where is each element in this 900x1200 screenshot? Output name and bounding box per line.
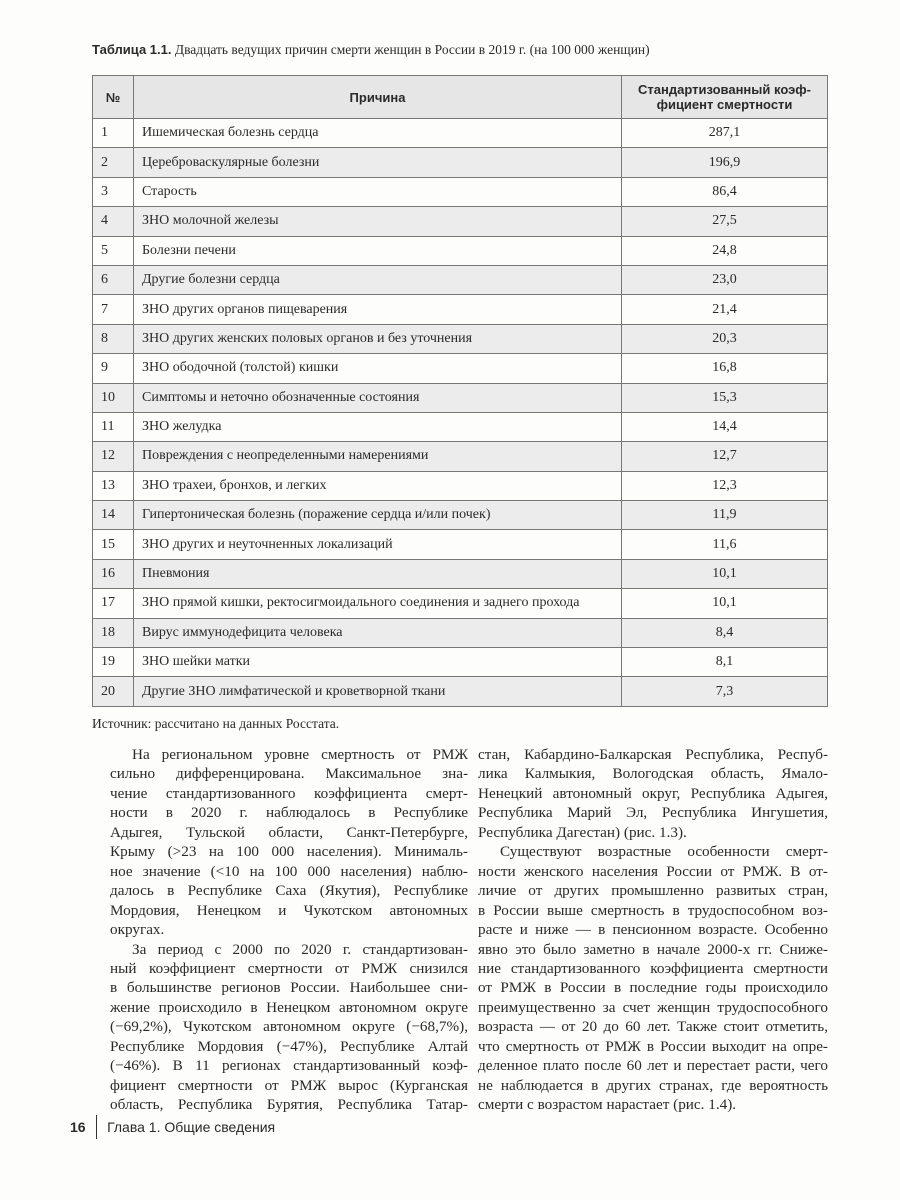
text-line: Адыгея, Тульской области, Санкт-Петербурге, — [110, 823, 468, 841]
row-cause: ЗНО других органов пищеварения — [134, 295, 622, 324]
row-number: 20 — [93, 677, 134, 706]
header-cause: Причина — [134, 76, 622, 119]
row-cause: Гипертоническая болезнь (поражение сердца и/или почек) — [134, 501, 622, 530]
row-number: 15 — [93, 530, 134, 559]
row-number: 19 — [93, 648, 134, 677]
row-number: 12 — [93, 442, 134, 471]
row-number: 18 — [93, 618, 134, 647]
footer-divider — [96, 1115, 98, 1139]
row-cause: ЗНО шейки матки — [134, 648, 622, 677]
row-rate: 14,4 — [622, 412, 828, 441]
text-line: лика Калмыкия, Вологодская область, Ямало- — [478, 765, 828, 783]
row-rate: 15,3 — [622, 383, 828, 412]
text-line: фициент смертности от РМЖ вырос (Курганская — [110, 1076, 468, 1094]
row-cause: Вирус иммунодефицита человека — [134, 618, 622, 647]
row-rate: 21,4 — [622, 295, 828, 324]
table-row — [93, 677, 828, 706]
row-cause: ЗНО трахеи, бронхов, и легких — [134, 471, 622, 500]
text-line: в большинстве регионов России. Наибольшее сни- — [110, 979, 468, 997]
text-line: смерти с возрастом нарастает (рис. 1.4). — [478, 1096, 737, 1114]
table-row — [93, 501, 828, 530]
row-number: 6 — [93, 265, 134, 294]
row-number: 3 — [93, 177, 134, 206]
row-cause: Симптомы и неточно обозначенные состояния — [134, 383, 622, 412]
row-rate: 10,1 — [622, 559, 828, 588]
table-row — [93, 530, 828, 559]
row-number: 11 — [93, 412, 134, 441]
text-column-left — [110, 745, 468, 1115]
table-row — [93, 265, 828, 294]
row-rate: 8,4 — [622, 618, 828, 647]
row-rate: 12,7 — [622, 442, 828, 471]
causes-of-death-table — [92, 75, 828, 707]
text-line: что смертность от РМЖ в России выходит на опре- — [478, 1037, 828, 1055]
text-line: ности женского населения России от РМЖ. В от- — [478, 862, 828, 880]
row-rate: 12,3 — [622, 471, 828, 500]
text-line: расте и ниже — в пенсионном возрасте. Особенно — [478, 921, 828, 939]
text-line: (−69,2%), Чукотском автономном округе (−68,7%), — [110, 1018, 468, 1036]
table-row — [93, 119, 828, 148]
table-row — [93, 383, 828, 412]
text-line: жение происходило в Ненецком автономном округе — [110, 998, 468, 1016]
table-row — [93, 324, 828, 353]
text-line: чение стандартизованного коэффициента смерт- — [110, 784, 468, 802]
text-line: возраста — от 20 до 60 лет. Также стоит отметить, — [478, 1018, 828, 1036]
table-caption-text: Двадцать ведущих причин смерти женщин в России в 2019 г. (на 100 000 женщин) — [174, 42, 650, 57]
text-column-right — [478, 745, 828, 1115]
text-line: явно это было заметно в начале 2000-х гг. Сниже- — [478, 940, 828, 958]
text-line: Республика Дагестан) (рис. 1.3). — [478, 823, 687, 841]
text-line: далось в Республике Саха (Якутия), Республике — [110, 882, 468, 900]
row-cause: Другие болезни сердца — [134, 265, 622, 294]
row-cause: ЗНО молочной железы — [134, 207, 622, 236]
row-cause: Болезни печени — [134, 236, 622, 265]
text-line: Ненецкий автономный округ, Республика Адыгея, — [478, 784, 828, 802]
row-cause: ЗНО других и неуточненных локализаций — [134, 530, 622, 559]
row-rate: 287,1 — [622, 119, 828, 148]
text-line: Республика Марий Эл, Республика Ингушетия, — [478, 804, 828, 822]
row-cause: Повреждения с неопределенными намерениями — [134, 442, 622, 471]
row-cause: Ишемическая болезнь сердца — [134, 119, 622, 148]
row-rate: 27,5 — [622, 207, 828, 236]
row-rate: 23,0 — [622, 265, 828, 294]
table-caption-label: Таблица 1.1. — [92, 42, 172, 57]
text-line: преимущественно за счет женщин трудоспособного — [478, 998, 828, 1016]
text-line: от РМЖ в России в последние годы происходило — [478, 979, 828, 997]
table-row — [93, 295, 828, 324]
row-cause: Старость — [134, 177, 622, 206]
text-line: Существуют возрастные особенности смерт- — [500, 843, 828, 861]
row-number: 14 — [93, 501, 134, 530]
row-cause: ЗНО прямой кишки, ректосигмоидального соединения и заднего прохода — [134, 589, 622, 618]
page-footer — [70, 1115, 275, 1139]
text-line: Крыму (>23 на 100 000 населения). Минималь- — [110, 843, 468, 861]
row-number: 9 — [93, 354, 134, 383]
text-line: ный коэффициент смертности от РМЖ снизился — [110, 959, 468, 977]
table-row — [93, 148, 828, 177]
text-line: в России выше смертность в трудоспособном воз- — [478, 901, 828, 919]
row-cause: ЗНО других женских половых органов и без уточнения — [134, 324, 622, 353]
text-line: деленное плато после 60 лет и перестает расти, чего — [478, 1057, 828, 1075]
text-line: Мордовия, Ненецком и Чукотском автономных — [110, 901, 468, 919]
chapter-title: Глава 1. Общие сведения — [107, 1119, 276, 1135]
text-line: ние стандартизованного коэффициента смертности — [478, 959, 828, 977]
text-line: ное значение (<10 на 100 000 населения) наблю- — [110, 862, 468, 880]
row-number: 5 — [93, 236, 134, 265]
row-rate: 7,3 — [622, 677, 828, 706]
table-row — [93, 236, 828, 265]
table-row — [93, 207, 828, 236]
table-source-note: Источник: рассчитано на данных Росстата. — [92, 716, 340, 731]
row-cause: ЗНО ободочной (толстой) кишки — [134, 354, 622, 383]
table-row — [93, 354, 828, 383]
text-line: ности в 2020 г. наблюдалось в Республике — [110, 804, 468, 822]
row-number: 10 — [93, 383, 134, 412]
text-line: стан, Кабардино-Балкарская Республика, Респуб- — [478, 746, 828, 763]
row-rate: 10,1 — [622, 589, 828, 618]
table-row — [93, 648, 828, 677]
table-row — [93, 442, 828, 471]
table-row — [93, 559, 828, 588]
header-rate: Стандартизованный коэф- фициент смертности — [622, 76, 828, 119]
row-rate: 16,8 — [622, 354, 828, 383]
row-rate: 24,8 — [622, 236, 828, 265]
row-rate: 86,4 — [622, 177, 828, 206]
header-number: № — [93, 76, 134, 119]
text-line: (−46%). В 11 регионах стандартизованный коэф- — [110, 1057, 468, 1075]
row-number: 4 — [93, 207, 134, 236]
row-number: 8 — [93, 324, 134, 353]
text-line: округах. — [110, 921, 165, 939]
row-number: 7 — [93, 295, 134, 324]
row-number: 16 — [93, 559, 134, 588]
page-number: 16 — [70, 1119, 86, 1135]
table-row — [93, 589, 828, 618]
text-line: На региональном уровне смертность от РМЖ — [132, 746, 468, 763]
row-rate: 11,9 — [622, 501, 828, 530]
table-caption — [92, 42, 650, 58]
text-line: не наблюдается в других странах, где вероятность — [478, 1076, 828, 1094]
row-rate: 196,9 — [622, 148, 828, 177]
row-cause: Цереброваскулярные болезни — [134, 148, 622, 177]
text-line: За период с 2000 по 2020 г. стандартизован- — [132, 940, 468, 958]
text-line: сильно дифференцирована. Максимальное зна- — [110, 765, 468, 783]
text-line: личие от других промышленно развитых стран, — [478, 882, 828, 900]
row-rate: 8,1 — [622, 648, 828, 677]
row-number: 1 — [93, 119, 134, 148]
text-line: область, Республика Бурятия, Республика Татар- — [110, 1096, 468, 1114]
row-rate: 20,3 — [622, 324, 828, 353]
table-row — [93, 471, 828, 500]
row-number: 13 — [93, 471, 134, 500]
table-row — [93, 412, 828, 441]
table-header-row — [93, 76, 828, 119]
table-row — [93, 177, 828, 206]
row-number: 2 — [93, 148, 134, 177]
row-cause: Пневмония — [134, 559, 622, 588]
text-line: Республике Мордовия (−47%), Республике Алтай — [110, 1037, 468, 1055]
row-cause: Другие ЗНО лимфатической и кроветворной ткани — [134, 677, 622, 706]
table-row — [93, 618, 828, 647]
row-rate: 11,6 — [622, 530, 828, 559]
row-cause: ЗНО желудка — [134, 412, 622, 441]
row-number: 17 — [93, 589, 134, 618]
